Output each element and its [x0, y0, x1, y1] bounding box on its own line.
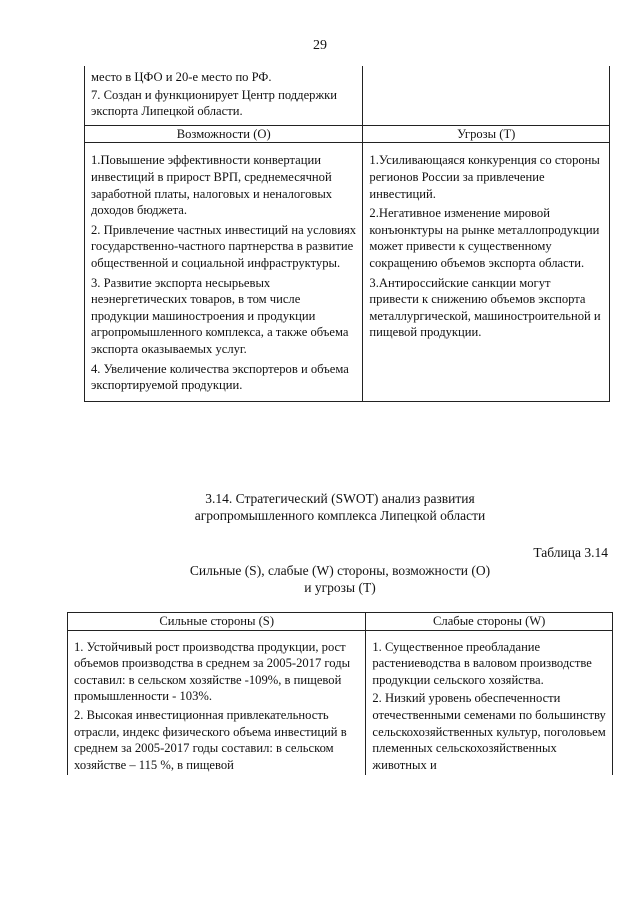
threats-header: Угрозы (Т) — [363, 125, 610, 143]
weakness-item: 2. Низкий уровень обеспеченности отечественными семенами по большинству сельскохозяйственных культур, поголовьем племенных сельскохозяйственных животных и — [372, 691, 606, 772]
table-row-headers — [68, 613, 613, 631]
section-title-line: агропромышленного комплекса Липецкой области — [194, 508, 486, 523]
empty-cell — [363, 66, 610, 125]
opportunity-item: 4. Увеличение количества экспортеров и объема экспортируемой продукции. — [91, 361, 349, 393]
table-row-content — [85, 143, 610, 401]
continuation-cell — [85, 66, 363, 125]
continuation-line: место в ЦФО и 20-е место по РФ. — [91, 70, 272, 84]
strengths-header: Сильные стороны (S) — [68, 613, 366, 631]
swot-table-continued — [84, 66, 610, 402]
table-label: Таблица 3.14 — [533, 545, 608, 560]
opportunity-item: 2. Привлечение частных инвестиций на условиях государственно-частного партнерства в развитие общественной и социальной инфраструктуры. — [91, 222, 357, 270]
section-title — [0, 490, 640, 524]
section-title-line: 3.14. Стратегический (SWOT) анализ развития — [205, 491, 475, 506]
threat-item: 2.Негативное изменение мировой конъюнктуры на рынке металлопродукции может привести к существенному сокращению объемов экспорта области. — [369, 206, 600, 270]
opportunity-item: 1.Повышение эффективности конвертации инвестиций в прирост ВРП, среднемесячной заработной платы, налоговых и неналоговых доходов бюджета. — [91, 153, 333, 218]
opportunities-header: Возможности (О) — [85, 125, 363, 143]
weaknesses-cell — [366, 630, 613, 775]
threats-cell — [363, 143, 610, 401]
threat-item: 1.Усиливающаяся конкуренция со стороны регионов России за привлечение инвестиций. — [369, 153, 600, 201]
table-caption-line: и угрозы (Т) — [304, 580, 376, 595]
table-caption — [0, 562, 640, 596]
table-row-content — [68, 630, 613, 775]
table-row-headers — [85, 125, 610, 143]
strength-item: 2. Высокая инвестиционная привлекательность отрасли, индекс физического объема инвестиций в среднем за 2005-2017 годы составил: в сельском хозяйстве – 115 %, в пищевой — [74, 707, 347, 772]
strength-item: 1. Устойчивый рост производства продукции, рост объемов производства в среднем за 2005-2017 годы составил: в сельском хозяйстве -109%, в пищевой промышленности - 103%. — [74, 639, 351, 704]
swot-table-agro — [67, 612, 613, 775]
weaknesses-header: Слабые стороны (W) — [366, 613, 613, 631]
opportunity-item: 3. Развитие экспорта несырьевых неэнергетических товаров, в том числе продукции машиностроения и продукции агропромышленного комплекса, а также объема экспорта оказываемых услуг. — [91, 275, 349, 356]
threat-item: 3.Антироссийские санкции могут привести к снижению объемов экспорта металлургической, машиностроительной и пищевой продукции. — [369, 275, 601, 340]
strengths-cell — [68, 630, 366, 775]
opportunities-cell — [85, 143, 363, 401]
table-row-continuation — [85, 66, 610, 125]
page-number: 29 — [313, 38, 327, 53]
table-caption-line: Сильные (S), слабые (W) стороны, возможности (O) — [189, 563, 491, 578]
continuation-line: 7. Создан и функционирует Центр поддержки экспорта Липецкой области. — [91, 87, 338, 119]
weakness-item: 1. Существенное преобладание растениеводства в валовом производстве продукции сельского хозяйства. — [372, 639, 592, 687]
